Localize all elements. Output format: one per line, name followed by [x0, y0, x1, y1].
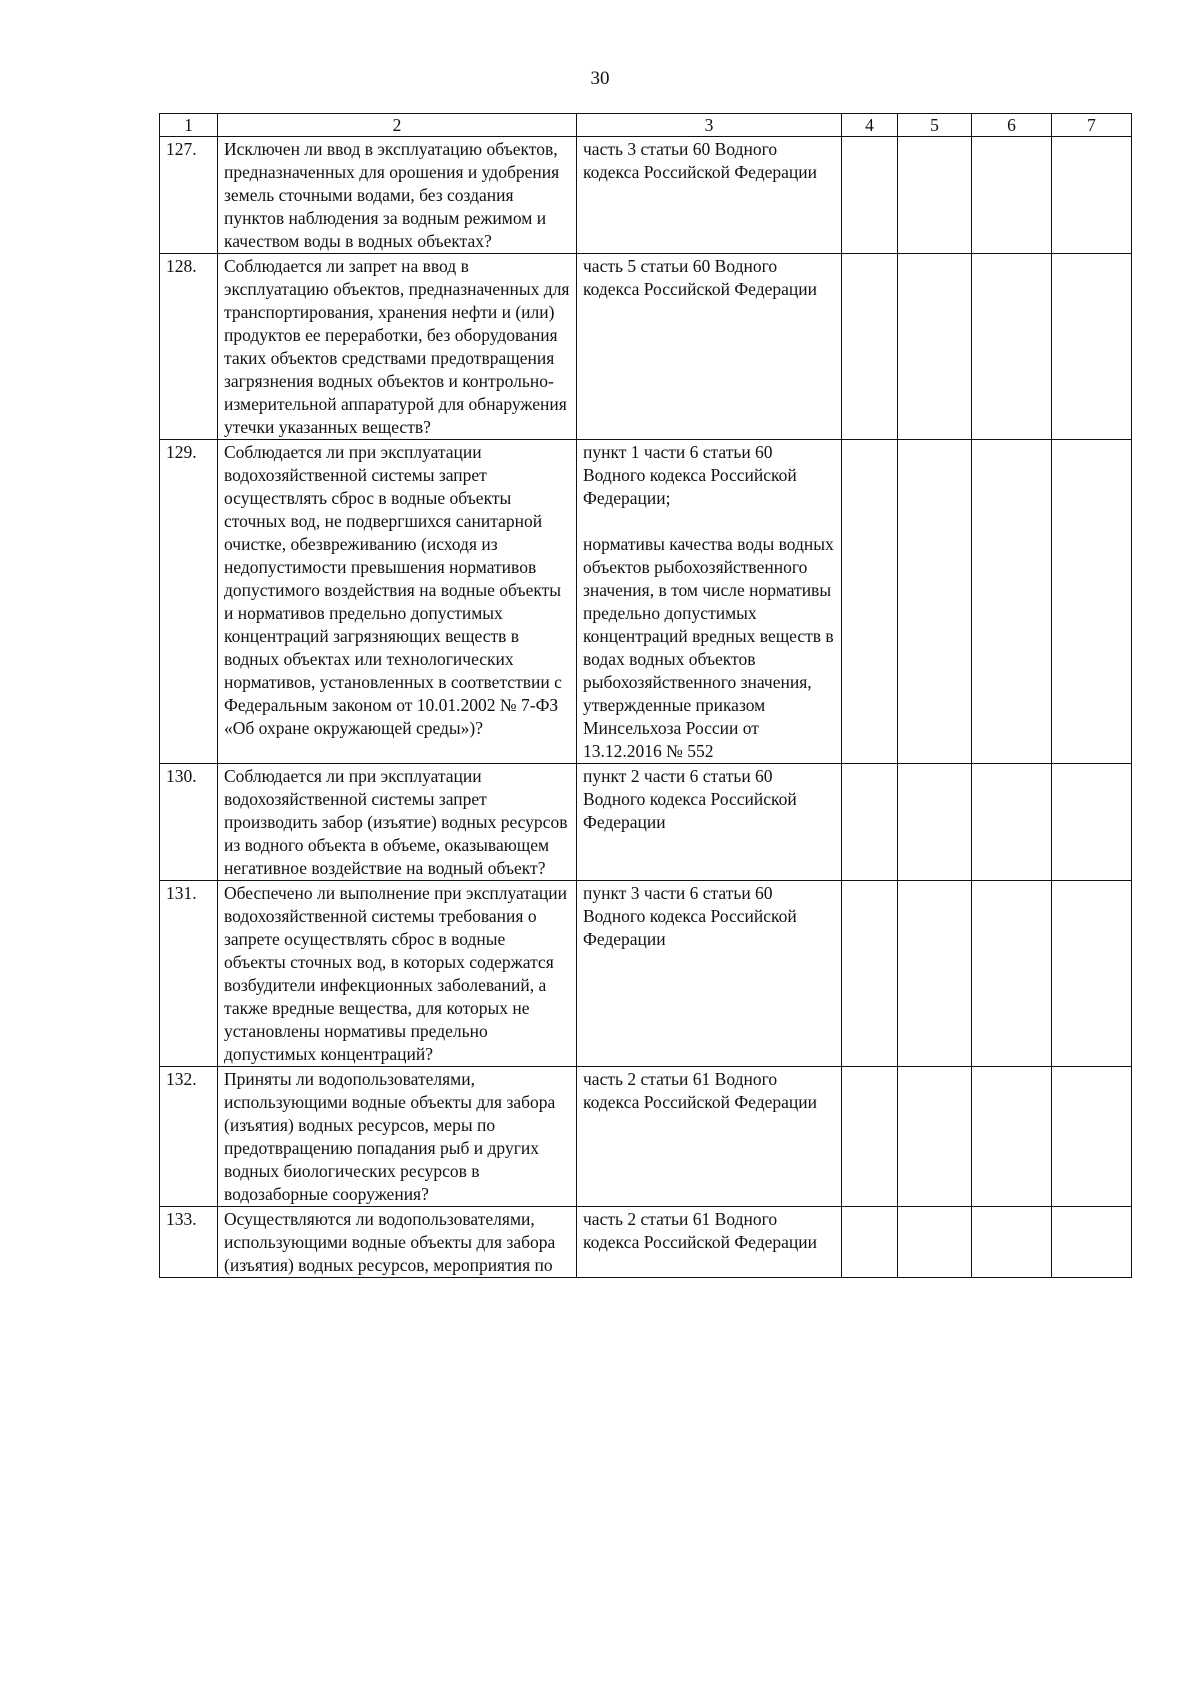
- checklist-table: [159, 113, 1132, 1278]
- answer-cell: [972, 137, 1052, 254]
- row-number: 129.: [160, 440, 218, 764]
- header-col-2: 2: [218, 114, 577, 137]
- answer-cell: [898, 1207, 972, 1278]
- legal-basis-text: часть 2 статьи 61 Водного кодекса Российской Федерации: [583, 1209, 817, 1252]
- answer-cell: [842, 1067, 898, 1207]
- header-col-7: 7: [1052, 114, 1132, 137]
- answer-cell: [898, 1067, 972, 1207]
- answer-cell: [842, 764, 898, 881]
- answer-cell: [1052, 254, 1132, 440]
- answer-cell: [1052, 1207, 1132, 1278]
- legal-basis-text: часть 3 статьи 60 Водного кодекса Российской Федерации: [583, 139, 817, 182]
- row-question: Обеспечено ли выполнение при эксплуатации водохозяйственной системы требования о запрете осуществлять сброс в водные объекты сточных вод, в которых содержатся возбудители инфекционных заболеваний, а также вредные вещества, для которых не установлены нормативы предельно допустимых концентраций?: [218, 881, 577, 1067]
- row-number: 132.: [160, 1067, 218, 1207]
- answer-cell: [972, 881, 1052, 1067]
- answer-cell: [842, 440, 898, 764]
- row-number: 130.: [160, 764, 218, 881]
- row-question: Соблюдается ли запрет на ввод в эксплуатацию объектов, предназначенных для транспортирования, хранения нефти и (или) продуктов ее переработки, без оборудования таких объектов средствами предотвращения загрязнения водных объектов и контрольно-измерительной аппаратурой для обнаружения утечки указанных веществ?: [218, 254, 577, 440]
- legal-basis-text: часть 2 статьи 61 Водного кодекса Российской Федерации: [583, 1069, 817, 1112]
- answer-cell: [972, 440, 1052, 764]
- answer-cell: [1052, 440, 1132, 764]
- legal-basis-text: пункт 3 части 6 статьи 60 Водного кодекса Российской Федерации: [583, 883, 797, 949]
- answer-cell: [898, 881, 972, 1067]
- table-row: [160, 137, 1132, 254]
- table-row: [160, 440, 1132, 764]
- legal-basis-text: нормативы качества воды водных объектов рыбохозяйственного значения, в том числе нормативы предельно допустимых концентраций вредных веществ в водах водных объектов рыбохозяйственного значения, утвержденные приказом Минсельхоза России от 13.12.2016 № 552: [583, 534, 834, 761]
- row-legal-basis: [577, 1207, 842, 1278]
- answer-cell: [898, 254, 972, 440]
- header-col-6: 6: [972, 114, 1052, 137]
- row-legal-basis: [577, 764, 842, 881]
- answer-cell: [972, 1207, 1052, 1278]
- header-col-3: 3: [577, 114, 842, 137]
- table-row: [160, 1207, 1132, 1278]
- table-row: [160, 764, 1132, 881]
- answer-cell: [842, 881, 898, 1067]
- answer-cell: [972, 254, 1052, 440]
- row-number: 127.: [160, 137, 218, 254]
- answer-cell: [1052, 764, 1132, 881]
- legal-basis-text: часть 5 статьи 60 Водного кодекса Российской Федерации: [583, 256, 817, 299]
- answer-cell: [1052, 137, 1132, 254]
- answer-cell: [1052, 881, 1132, 1067]
- table-row: [160, 881, 1132, 1067]
- row-legal-basis: [577, 1067, 842, 1207]
- row-legal-basis: [577, 881, 842, 1067]
- row-question: Соблюдается ли при эксплуатации водохозяйственной системы запрет производить забор (изъятие) водных ресурсов из водного объекта в объеме, оказывающем негативное воздействие на водный объект?: [218, 764, 577, 881]
- legal-basis-text: пункт 2 части 6 статьи 60 Водного кодекса Российской Федерации: [583, 766, 797, 832]
- answer-cell: [972, 1067, 1052, 1207]
- table-row: [160, 254, 1132, 440]
- answer-cell: [898, 764, 972, 881]
- row-number: 128.: [160, 254, 218, 440]
- header-row: [160, 114, 1132, 137]
- answer-cell: [842, 137, 898, 254]
- row-number: 131.: [160, 881, 218, 1067]
- page-number: 30: [590, 68, 610, 89]
- answer-cell: [842, 1207, 898, 1278]
- answer-cell: [972, 764, 1052, 881]
- answer-cell: [898, 137, 972, 254]
- row-question: Соблюдается ли при эксплуатации водохозяйственной системы запрет осуществлять сброс в водные объекты сточных вод, не подвергшихся санитарной очистке, обезвреживанию (исходя из недопустимости превышения нормативов допустимого воздействия на водные объекты и нормативов предельно допустимых концентраций загрязняющих веществ в водных объектах или технологических нормативов, установленных в соответствии с Федеральным законом от 10.01.2002 № 7-ФЗ «Об охране окружающей среды»)?: [218, 440, 577, 764]
- row-question: Приняты ли водопользователями, использующими водные объекты для забора (изъятия) водных ресурсов, меры по предотвращению попадания рыб и других водных биологических ресурсов в водозаборные сооружения?: [218, 1067, 577, 1207]
- row-question: Осуществляются ли водопользователями, использующими водные объекты для забора (изъятия) водных ресурсов, мероприятия по: [218, 1207, 577, 1278]
- legal-basis-text: пункт 1 части 6 статьи 60 Водного кодекса Российской Федерации;: [583, 442, 797, 508]
- answer-cell: [1052, 1067, 1132, 1207]
- row-number: 133.: [160, 1207, 218, 1278]
- header-col-4: 4: [842, 114, 898, 137]
- table-row: [160, 1067, 1132, 1207]
- row-legal-basis: [577, 254, 842, 440]
- header-col-1: 1: [160, 114, 218, 137]
- row-question: Исключен ли ввод в эксплуатацию объектов, предназначенных для орошения и удобрения земель сточными водами, без создания пунктов наблюдения за водным режимом и качеством воды в водных объектах?: [218, 137, 577, 254]
- answer-cell: [842, 254, 898, 440]
- row-legal-basis: [577, 440, 842, 764]
- answer-cell: [898, 440, 972, 764]
- header-col-5: 5: [898, 114, 972, 137]
- row-legal-basis: [577, 137, 842, 254]
